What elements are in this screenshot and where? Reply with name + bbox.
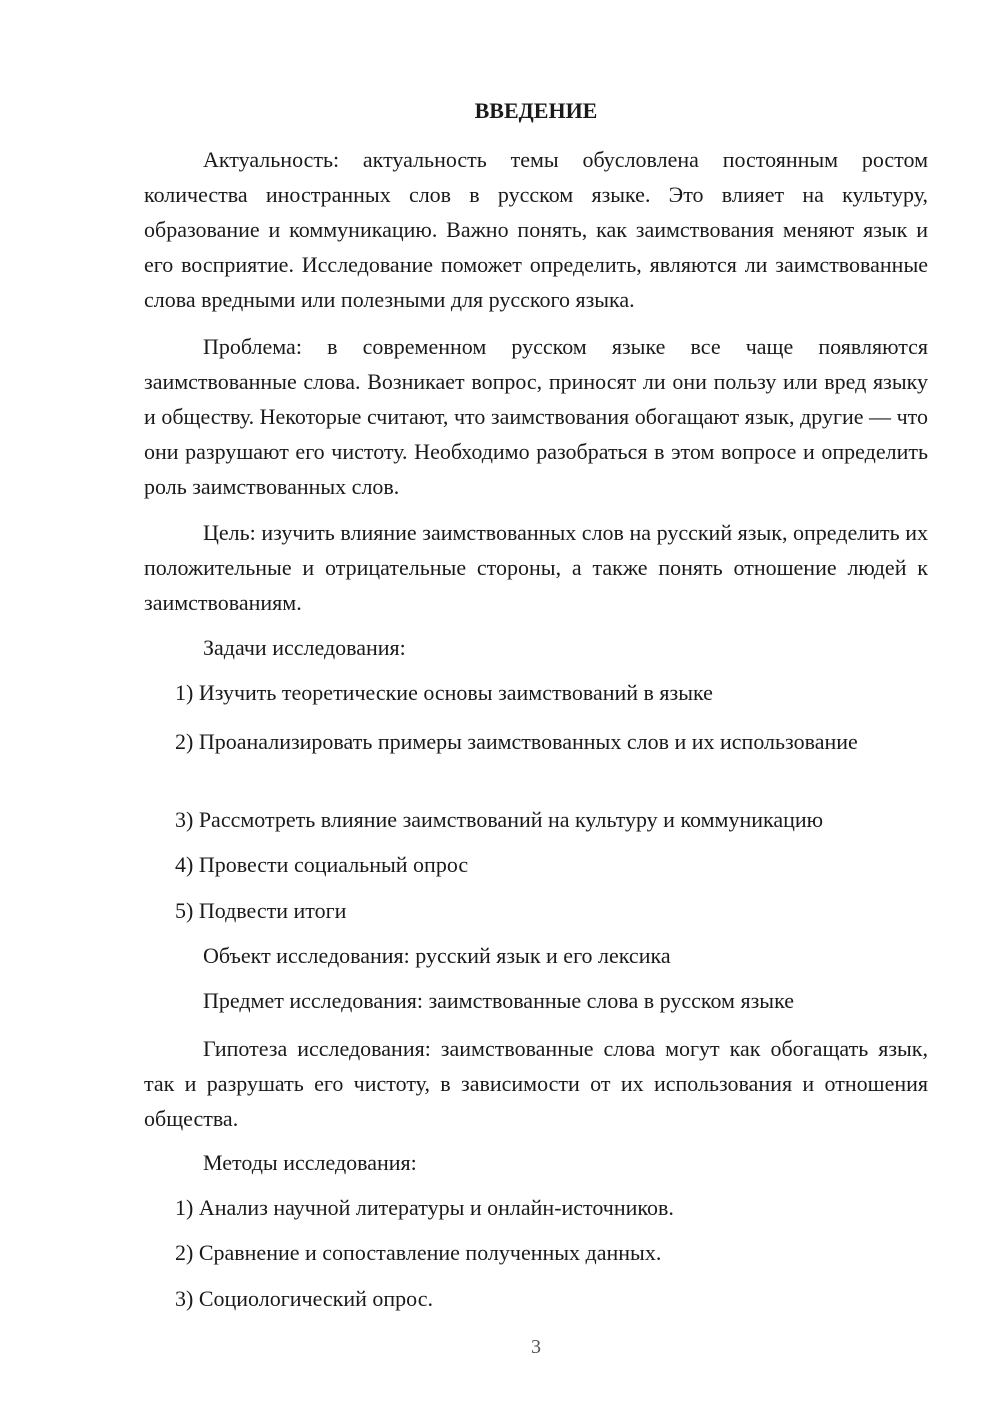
research-object: Объект исследования: русский язык и его лексика (203, 943, 671, 968)
task-item-5: 5) Подвести итоги (175, 898, 347, 923)
task-item-1: 1) Изучить теоретические основы заимствований в языке (175, 680, 713, 705)
page-title: ВВЕДЕНИЕ (474, 98, 598, 123)
document-page (144, 0, 928, 1414)
method-item-2: 2) Сравнение и сопоставление полученных данных. (175, 1240, 662, 1265)
task-item-3: 3) Рассмотреть влияние заимствований на культуру и коммуникацию (175, 807, 824, 832)
problem-paragraph: Проблема: в современном русском языке все чаще появляются заимствованные слова. Возникает вопрос, приносят ли они пользу или вред языку и обществу. Некоторые считают, что заимствования обогащают язык, другие — что они разрушают его чистоту. Необходимо разобраться в этом вопросе и определить роль заимствованных слов. (144, 334, 928, 499)
task-item-4: 4) Провести социальный опрос (175, 852, 469, 877)
tasks-heading: Задачи исследования: (203, 635, 406, 660)
research-subject: Предмет исследования: заимствованные слова в русском языке (203, 988, 794, 1013)
relevance-paragraph: Актуальность: актуальность темы обусловлена постоянным ростом количества иностранных слов в русском языке. Это влияет на культуру, образование и коммуникацию. Важно понять, как заимствования меняют язык и его восприятие. Исследование поможет определить, являются ли заимствованные слова вредными или полезными для русского языка. (144, 147, 928, 312)
method-item-3: 3) Социологический опрос. (175, 1286, 433, 1311)
methods-heading: Методы исследования: (203, 1150, 417, 1175)
goal-paragraph: Цель: изучить влияние заимствованных слов на русский язык, определить их положительные и отрицательные стороны, а также понять отношение людей к заимствованиям. (144, 520, 928, 615)
method-item-1: 1) Анализ научной литературы и онлайн-источников. (175, 1195, 674, 1220)
page-number: 3 (531, 1336, 541, 1358)
hypothesis-paragraph: Гипотеза исследования: заимствованные слова могут как обогащать язык, так и разрушать его чистоту, в зависимости от их использования и отношения общества. (144, 1036, 928, 1131)
task-item-2: 2) Проанализировать примеры заимствованных слов и их использование (175, 729, 858, 754)
